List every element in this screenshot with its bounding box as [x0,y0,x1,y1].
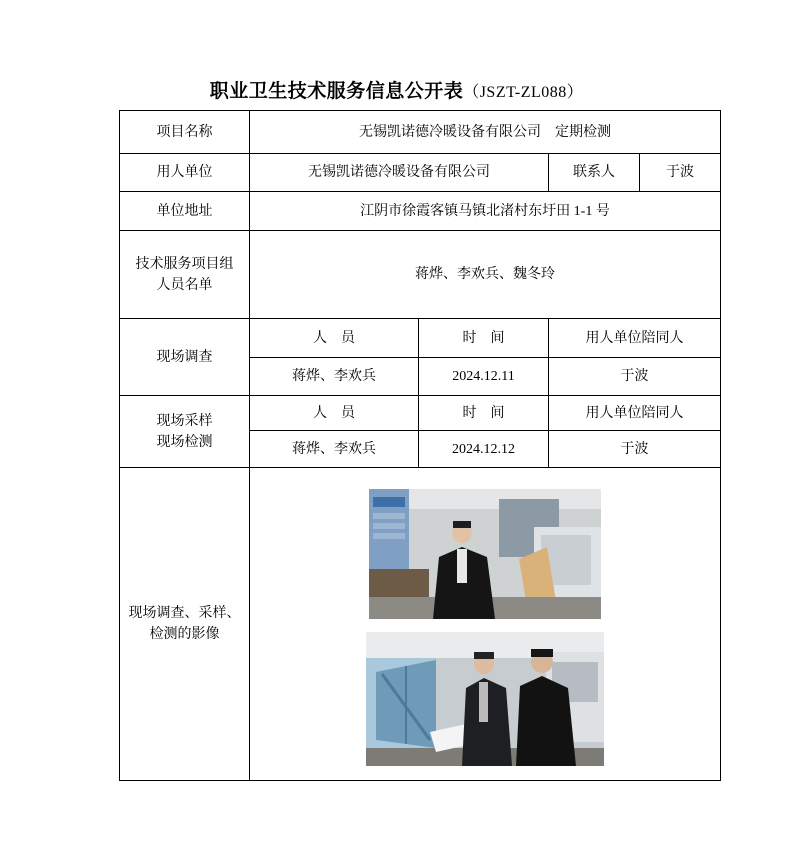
survey-escort: 于波 [549,358,721,396]
employer-value: 无锡凯诺德冷暖设备有限公司 [250,154,549,192]
survey-col-escort: 用人单位陪同人 [549,319,721,358]
sampling-label-line1: 现场采样 [156,412,213,429]
row-sampling-header [120,396,721,431]
site-photo-1-image [369,489,601,619]
employer-label: 用人单位 [120,154,250,192]
row-survey-header [120,319,721,358]
sampling-escort: 于波 [549,431,721,468]
survey-label: 现场调查 [120,319,250,396]
project-label: 项目名称 [120,111,250,154]
title-text: 职业卫生技术服务信息公开表 [209,80,464,102]
sampling-label-line2: 现场检测 [156,433,213,450]
contact-label: 联系人 [549,154,640,192]
survey-time: 2024.12.11 [419,358,549,396]
address-value: 江阴市徐霞客镇马镇北渚村东圩田 1-1 号 [250,192,721,231]
sampling-col-time: 时 间 [419,396,549,431]
sampling-col-escort: 用人单位陪同人 [549,396,721,431]
contact-value: 于波 [640,154,721,192]
row-project [120,111,721,154]
team-value: 蒋烨、李欢兵、魏冬玲 [250,231,721,319]
images-label-line1: 现场调查、采样、 [128,605,241,621]
row-employer [120,154,721,192]
team-label-line1: 技术服务项目组 [135,255,234,272]
survey-staff: 蒋烨、李欢兵 [250,358,419,396]
row-team [120,231,721,319]
title-code: （JSZT-ZL088） [463,84,584,101]
sampling-staff: 蒋烨、李欢兵 [250,431,419,468]
images-cell [250,468,721,781]
site-photo-2 [366,632,604,766]
images-label [120,468,250,781]
project-value: 无锡凯诺德冷暖设备有限公司 定期检测 [250,111,721,154]
images-label-line2: 检测的影像 [149,626,220,642]
row-address [120,192,721,231]
team-label [120,231,250,319]
site-photo-1 [369,489,601,619]
page-title [0,76,793,103]
info-table [119,110,721,781]
team-label-line2: 人员名单 [156,276,213,293]
site-photo-2-image [366,632,604,766]
address-label: 单位地址 [120,192,250,231]
row-images [120,468,721,781]
sampling-col-staff: 人 员 [250,396,419,431]
sampling-time: 2024.12.12 [419,431,549,468]
survey-col-time: 时 间 [419,319,549,358]
survey-col-staff: 人 员 [250,319,419,358]
sampling-label [120,396,250,468]
